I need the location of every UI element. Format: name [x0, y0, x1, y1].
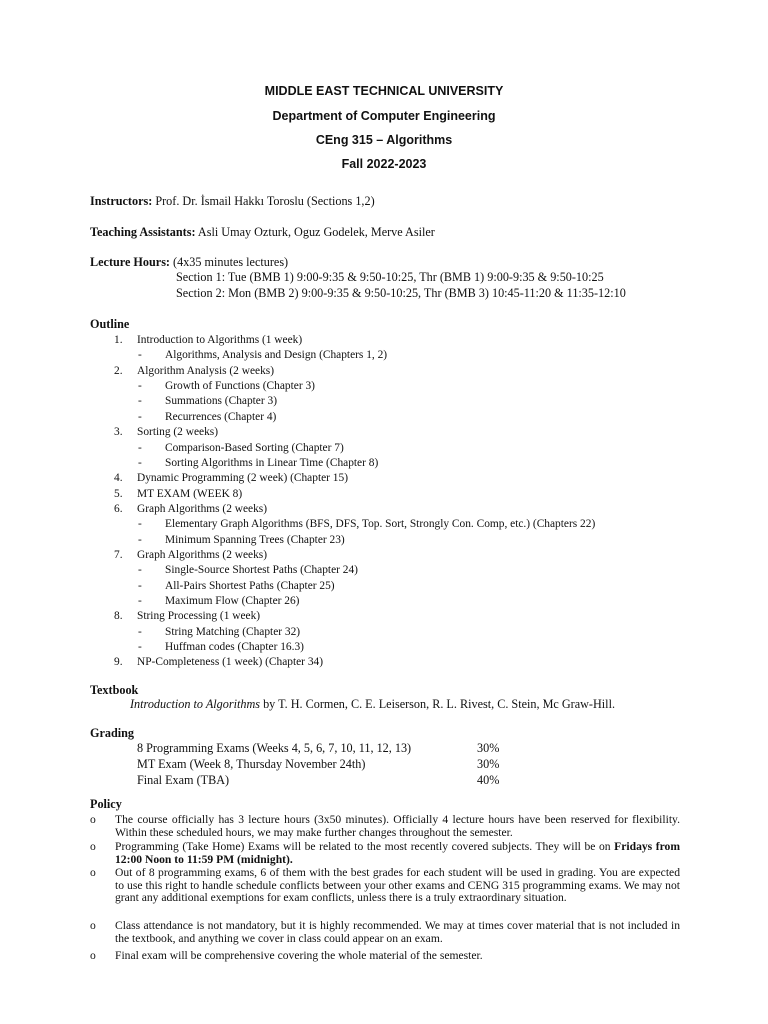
outline-item-text: Graph Algorithms (2 weeks) — [137, 548, 268, 561]
outline-subitem-dash: - — [138, 641, 142, 653]
policy-item-text — [115, 841, 680, 866]
policy-item-text — [115, 950, 680, 963]
outline-subitem-dash: - — [138, 625, 142, 638]
outline-item-text: Dynamic Programming (2 week) (Chapter 15) — [137, 472, 348, 485]
policy-item — [90, 950, 680, 963]
outline-item-number: 5. — [114, 487, 123, 500]
grading-weight: 40% — [477, 773, 500, 787]
grading-weight: 30% — [477, 757, 500, 771]
policy-heading: Policy — [90, 797, 122, 811]
outline-item-number: 9. — [114, 656, 123, 669]
textbook-details: by T. H. Cormen, C. E. Leiserson, R. L. Rivest, C. Stein, Mc Graw-Hill. — [260, 697, 615, 711]
term-title: Fall 2022-2023 — [341, 157, 427, 171]
outline-item-number: 2. — [114, 364, 123, 377]
instructors-line — [90, 194, 375, 209]
policy-bullet: o — [90, 813, 96, 826]
assistants-line — [90, 225, 435, 240]
policy-item-body: Class attendance is not mandatory, but it is highly recommended. We may at times cover material that is not included in the textbook, and anything we cover in class could appear on an exam. — [115, 919, 680, 945]
policy-item — [90, 920, 680, 945]
outline-subitem-text: Elementary Graph Algorithms (BFS, DFS, Top. Sort, Strongly Con. Comp, etc.) (Chapters 22) — [165, 518, 596, 531]
policy-item-text — [115, 920, 680, 945]
outline-subitem-text: Huffman codes (Chapter 16.3) — [165, 641, 304, 653]
outline-subitem-text: Single-Source Shortest Paths (Chapter 24) — [165, 564, 358, 577]
outline-subitem-dash: - — [138, 456, 142, 469]
university-title: MIDDLE EAST TECHNICAL UNIVERSITY — [264, 84, 504, 98]
outline-subitem-text: Sorting Algorithms in Linear Time (Chapter 8) — [165, 456, 379, 469]
outline-subitem-text: Algorithms, Analysis and Design (Chapters 1, 2) — [165, 349, 388, 362]
policy-item-emphasis: Fridays from 12:00 Noon to 11:59 PM (midnight). — [115, 840, 680, 866]
grading-weight: 30% — [477, 741, 500, 755]
section2-schedule: Section 2: Mon (BMB 2) 9:00-9:35 & 9:50-10:25, Thr (BMB 3) 10:45-11:20 & 11:35-12:10 — [176, 286, 626, 300]
outline-subitem-text: Maximum Flow (Chapter 26) — [165, 595, 300, 607]
textbook-title: Introduction to Algorithms — [130, 697, 261, 711]
instructors-label: Instructors: — [90, 194, 153, 208]
outline-subitem-dash: - — [138, 380, 142, 393]
outline-item-number: 8. — [114, 610, 123, 623]
section1-schedule: Section 1: Tue (BMB 1) 9:00-9:35 & 9:50-10:25, Thr (BMB 1) 9:00-9:35 & 9:50-10:25 — [176, 270, 604, 284]
outline-item-text: Introduction to Algorithms (1 week) — [137, 334, 303, 346]
policy-bullet: o — [90, 919, 96, 932]
outline-item-text: Graph Algorithms (2 weeks) — [137, 502, 268, 515]
outline-subitem-text: Summations (Chapter 3) — [165, 395, 277, 408]
outline-subitem-dash: - — [138, 441, 142, 454]
lecture-hours-line — [90, 255, 288, 270]
outline-subitem-dash: - — [138, 579, 142, 592]
policy-item-text — [115, 867, 680, 905]
outline-heading: Outline — [90, 317, 130, 331]
outline-subitem-dash: - — [138, 533, 142, 546]
policy-item-body: Out of 8 programming exams, 6 of them with the best grades for each student will be used in grading. You are expected to use this right to handle schedule conflicts between your other exams and CENG 315 programming exams. We may not grant any additional exemptions for exam conflicts, unless there is a truly extraordinary situation. — [115, 866, 680, 905]
outline-subitem-text: Recurrences (Chapter 4) — [165, 410, 277, 423]
textbook-citation — [130, 697, 615, 712]
outline-item-number: 3. — [114, 426, 123, 439]
policy-item-body: Programming (Take Home) Exams will be related to the most recently covered subjects. They will be on — [115, 840, 615, 853]
policy-bullet: o — [90, 840, 96, 853]
policy-item — [90, 814, 680, 839]
outline-item-text: MT EXAM (WEEK 8) — [137, 487, 243, 500]
grading-heading: Grading — [90, 726, 135, 740]
policy-item — [90, 867, 680, 905]
policy-item — [90, 841, 680, 866]
textbook-heading: Textbook — [90, 683, 139, 697]
outline-subitem-text: Growth of Functions (Chapter 3) — [165, 380, 315, 393]
policy-item-body: Final exam will be comprehensive covering the whole material of the semester. — [115, 949, 483, 962]
outline-item-number: 1. — [114, 334, 123, 346]
grading-item: Final Exam (TBA) — [137, 773, 230, 787]
department-title: Department of Computer Engineering — [272, 109, 496, 123]
outline-item-text: Algorithm Analysis (2 weeks) — [137, 364, 274, 377]
outline-subitem-text: Minimum Spanning Trees (Chapter 23) — [165, 533, 345, 546]
outline-subitem-dash: - — [138, 410, 142, 423]
outline-item-number: 4. — [114, 472, 123, 485]
outline-item-number: 6. — [114, 502, 123, 515]
outline-item-number: 7. — [114, 548, 123, 561]
outline-subitem-text: All-Pairs Shortest Paths (Chapter 25) — [165, 579, 335, 592]
lecture-hours-value: (4x35 minutes lectures) — [173, 255, 289, 269]
outline-subitem-dash: - — [138, 564, 142, 577]
outline-item-text: Sorting (2 weeks) — [137, 426, 218, 439]
grading-item: 8 Programming Exams (Weeks 4, 5, 6, 7, 10, 11, 12, 13) — [137, 741, 412, 755]
outline-item-text: String Processing (1 week) — [137, 610, 261, 623]
outline-subitem-dash: - — [138, 595, 142, 607]
outline-item-text: NP-Completeness (1 week) (Chapter 34) — [137, 656, 323, 669]
policy-item-text — [115, 814, 680, 839]
outline-subitem-dash: - — [138, 518, 142, 531]
grading-item: MT Exam (Week 8, Thursday November 24th) — [137, 757, 366, 771]
outline-subitem-dash: - — [138, 395, 142, 408]
outline-subitem-text: String Matching (Chapter 32) — [165, 625, 301, 638]
instructors-value: Prof. Dr. İsmail Hakkı Toroslu (Sections 1,2) — [155, 194, 375, 208]
outline-subitem-dash: - — [138, 349, 142, 362]
lecture-hours-label: Lecture Hours: — [90, 255, 170, 269]
course-title: CEng 315 – Algorithms — [315, 133, 453, 147]
outline-subitem-text: Comparison-Based Sorting (Chapter 7) — [165, 441, 344, 454]
policy-item-body: The course officially has 3 lecture hours (3x50 minutes). Officially 4 lecture hours have been reserved for flexibility. Within these scheduled hours, we may make further changes throughout the semester. — [115, 813, 680, 839]
assistants-value: Asli Umay Ozturk, Oguz Godelek, Merve Asiler — [197, 225, 435, 239]
policy-bullet: o — [90, 866, 96, 879]
assistants-label: Teaching Assistants: — [90, 225, 196, 239]
policy-bullet: o — [90, 949, 96, 962]
